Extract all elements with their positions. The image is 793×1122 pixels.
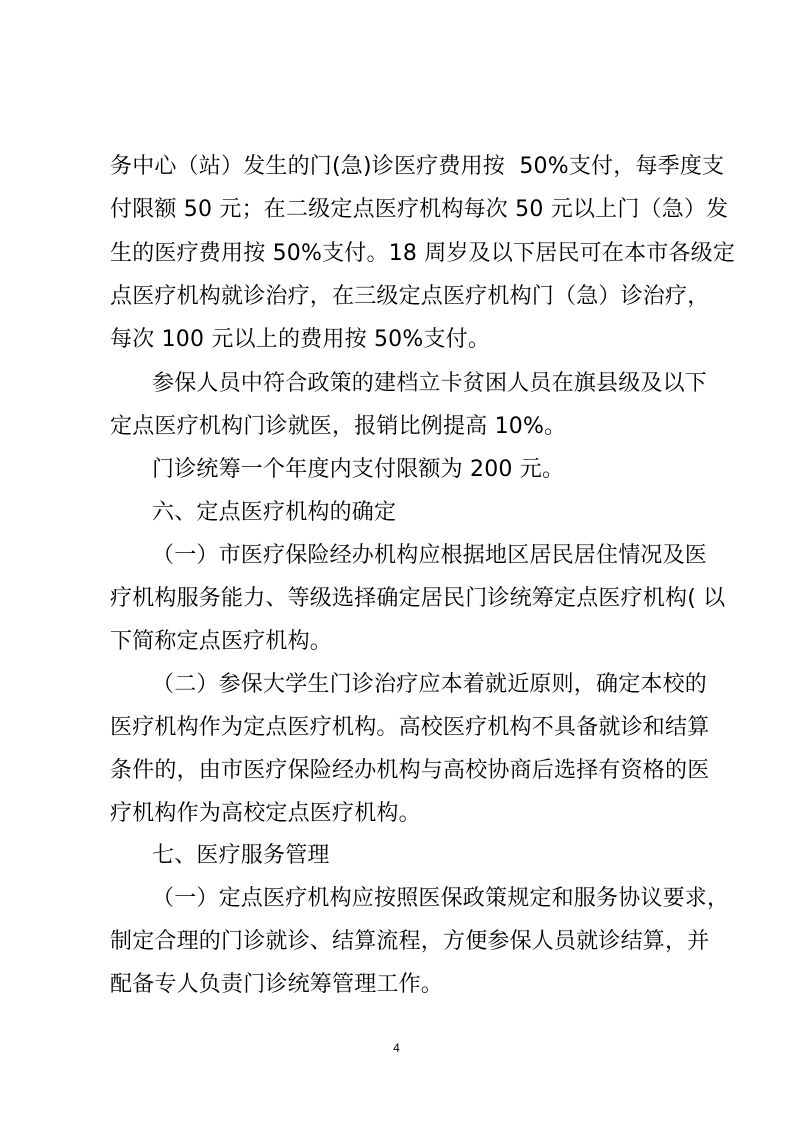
body-line-5: 每次 100 元以上的费用按 50%支付。 — [110, 327, 491, 352]
body-line-2: 付限额 50 元；在二级定点医疗机构每次 50 元以上门（急）发 — [110, 197, 729, 222]
body-line-12: 下简称定点医疗机构。 — [110, 629, 333, 654]
body-line-6: 参保人员中符合政策的建档立卡贫困人员在旗县级及以下 — [152, 371, 708, 396]
body-line-20: 配备专人负责门诊统筹管理工作。 — [110, 972, 444, 997]
body-line-1: 务中心（站）发生的门(急)诊医疗费用按 50%支付，每季度支 — [110, 154, 725, 179]
body-line-4: 点医疗机构就诊治疗，在三级定点医疗机构门（急）诊治疗， — [110, 284, 710, 309]
body-line-11: 疗机构服务能力、等级选择确定居民门诊统筹定点医疗机构( 以 — [110, 586, 726, 611]
body-line-8: 门诊统筹一个年度内支付限额为 200 元。 — [152, 457, 565, 482]
page-number: 4 — [393, 1041, 400, 1055]
section-heading-6: 六、定点医疗机构的确定 — [152, 500, 397, 525]
body-line-15: 条件的，由市医疗保险经办机构与高校协商后选择有资格的医 — [110, 758, 710, 783]
body-line-10: （一）市医疗保险经办机构应根据地区居民居住情况及医 — [152, 543, 708, 568]
body-line-16: 疗机构作为高校定点医疗机构。 — [110, 801, 421, 826]
section-heading-7: 七、医疗服务管理 — [152, 843, 330, 868]
body-line-18: （一）定点医疗机构应按照医保政策规定和服务协议要求， — [152, 886, 730, 911]
body-line-7: 定点医疗机构门诊就医，报销比例提高 10%。 — [110, 414, 567, 439]
body-line-13: （二）参保大学生门诊治疗应本着就近原则，确定本校的 — [152, 672, 708, 697]
body-line-3: 生的医疗费用按 50%支付。18 周岁及以下居民可在本市各级定 — [110, 241, 736, 266]
body-line-19: 制定合理的门诊就诊、结算流程，方便参保人员就诊结算，并 — [110, 929, 710, 954]
body-line-14: 医疗机构作为定点医疗机构。高校医疗机构不具备就诊和结算 — [110, 715, 710, 740]
